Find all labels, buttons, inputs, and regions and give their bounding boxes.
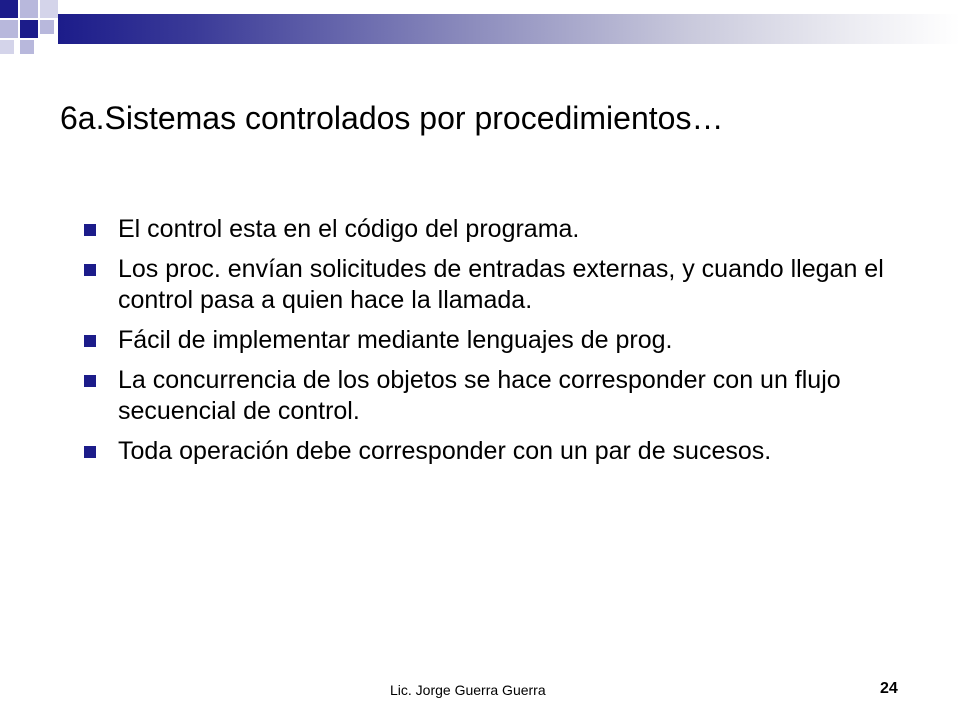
bullet-text: Toda operación debe corresponder con un par de sucesos. — [118, 437, 772, 465]
bullet-item — [84, 436, 884, 467]
bullet-text: El control esta en el código del programa. — [118, 215, 580, 243]
bullet-list — [84, 214, 884, 476]
deco-square-dark-1 — [0, 0, 18, 18]
deco-square-light-5 — [20, 40, 34, 54]
square-bullet-icon — [84, 224, 96, 236]
deco-square-light-1 — [20, 0, 38, 18]
square-bullet-icon — [84, 446, 96, 458]
page-number: 24 — [880, 680, 898, 697]
bullet-item — [84, 365, 884, 427]
deco-square-light-3 — [40, 0, 58, 18]
deco-square-dark-2 — [20, 20, 38, 38]
bullet-item — [84, 325, 884, 356]
footer-author: Lic. Jorge Guerra Guerra — [390, 682, 546, 698]
header-gradient-band — [58, 14, 960, 44]
deco-square-light-2 — [0, 20, 18, 38]
slide-title: 6a.Sistemas controlados por procedimientos… — [60, 100, 724, 136]
bullet-item — [84, 254, 884, 316]
bullet-text: Los proc. envían solicitudes de entradas externas, y cuando llegan el control pasa a quien hace la llamada. — [118, 255, 884, 314]
deco-square-light-4 — [40, 20, 54, 34]
bullet-item — [84, 214, 884, 245]
square-bullet-icon — [84, 375, 96, 387]
square-bullet-icon — [84, 264, 96, 276]
deco-square-light-6 — [0, 40, 14, 54]
bullet-text: La concurrencia de los objetos se hace corresponder con un flujo secuencial de control. — [118, 366, 841, 425]
square-bullet-icon — [84, 335, 96, 347]
bullet-text: Fácil de implementar mediante lenguajes de prog. — [118, 326, 673, 354]
